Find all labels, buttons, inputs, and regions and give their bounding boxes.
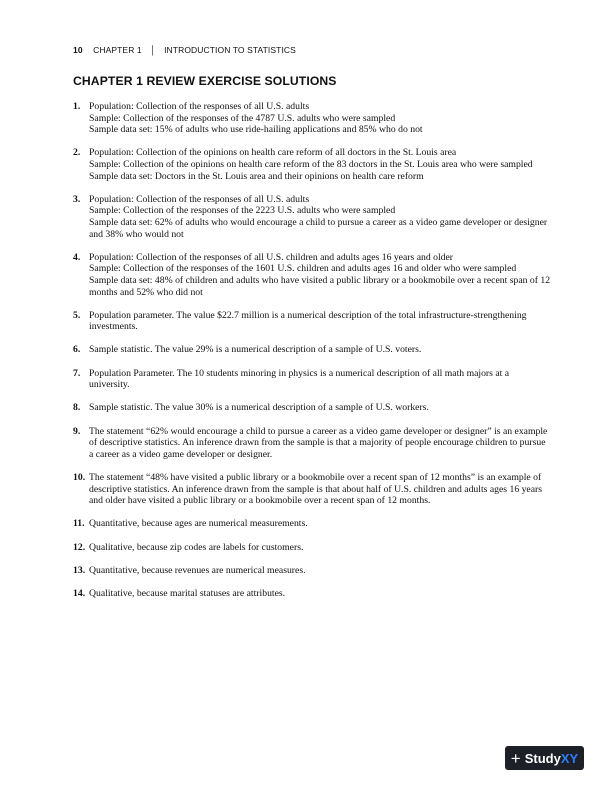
solution-text bbox=[89, 426, 551, 461]
solution-number: 13. bbox=[73, 564, 86, 576]
solution-text bbox=[89, 194, 551, 240]
solution-text bbox=[89, 368, 551, 391]
solution-text bbox=[89, 344, 551, 356]
solution-item bbox=[73, 472, 551, 507]
solution-text bbox=[89, 147, 551, 182]
solution-line: Qualitative, because zip codes are labels for customers. bbox=[89, 541, 304, 553]
solution-line: Quantitative, because revenues are numerical measures. bbox=[89, 564, 306, 576]
solution-line: Sample: Collection of the responses of the 4787 U.S. adults who were sampled bbox=[89, 112, 396, 124]
plus-icon: + bbox=[510, 748, 521, 768]
solution-text bbox=[89, 518, 551, 530]
solution-text bbox=[89, 472, 551, 507]
running-header bbox=[73, 45, 296, 55]
solution-text bbox=[89, 310, 551, 333]
header-divider: │ bbox=[150, 45, 156, 55]
solution-line: Population: Collection of the opinions on health care reform of all doctors in the St. Louis area bbox=[89, 147, 457, 159]
solution-line: The statement “62% would encourage a child to pursue a career as a video game developer or designer” is an example of descriptive statistics. An inference drawn from the sample is that a majority of people encourage children to pursue a career as a video game developer or designer. bbox=[89, 425, 548, 460]
solution-text bbox=[89, 588, 551, 600]
solution-item bbox=[73, 588, 551, 600]
solution-text bbox=[89, 542, 551, 554]
solution-text bbox=[89, 402, 551, 414]
solution-item bbox=[73, 310, 551, 333]
solution-line: Population: Collection of the responses of all U.S. adults bbox=[89, 193, 310, 205]
solution-item bbox=[73, 565, 551, 577]
solution-line: Sample: Collection of the opinions on health care reform of the 83 doctors in the St. Louis area who were sampled bbox=[89, 158, 533, 170]
solution-number: 11. bbox=[73, 518, 85, 530]
page-title: CHAPTER 1 REVIEW EXERCISE SOLUTIONS bbox=[73, 74, 337, 88]
solution-number: 6. bbox=[73, 344, 81, 356]
section-label: INTRODUCTION TO STATISTICS bbox=[164, 45, 296, 55]
solution-number: 8. bbox=[73, 402, 81, 414]
solution-number: 3. bbox=[73, 193, 81, 205]
brand-name bbox=[525, 751, 578, 766]
solution-line: Population: Collection of the responses of all U.S. children and adults ages 16 years and older bbox=[89, 251, 454, 263]
solution-number: 2. bbox=[73, 147, 81, 159]
solution-item bbox=[73, 194, 551, 240]
solution-item bbox=[73, 101, 551, 136]
solution-line: The statement “48% have visited a public library or a bookmobile over a recent span of 12 months” is an example of descriptive statistics. An inference drawn from the sample is that about half of U.S. children and adults ages 16 years and older have visited a public library or a bookmobile over a recent span of 12 months. bbox=[89, 472, 543, 507]
solution-line: Sample statistic. The value 30% is a numerical description of a sample of U.S. workers. bbox=[89, 402, 429, 414]
solution-item bbox=[73, 368, 551, 391]
solution-line: Sample: Collection of the responses of the 2223 U.S. adults who were sampled bbox=[89, 205, 396, 217]
solution-item bbox=[73, 344, 551, 356]
brand-name-main: Study bbox=[524, 750, 561, 766]
solution-number: 7. bbox=[73, 367, 81, 379]
solution-number: 12. bbox=[73, 541, 86, 553]
solution-text bbox=[89, 252, 551, 298]
solution-line: Population: Collection of the responses of all U.S. adults bbox=[89, 101, 310, 112]
solution-item bbox=[73, 402, 551, 414]
brand-name-accent: XY bbox=[560, 750, 579, 766]
solution-number: 4. bbox=[73, 251, 81, 263]
solution-line: Sample data set: 48% of children and adults who have visited a public library or a bookmobile over a recent span of 12 months and 52% who did not bbox=[89, 274, 551, 298]
studyxy-badge[interactable] bbox=[505, 746, 584, 770]
solutions-list bbox=[73, 101, 551, 611]
solution-number: 9. bbox=[73, 425, 81, 437]
solution-item bbox=[73, 426, 551, 461]
solution-item bbox=[73, 147, 551, 182]
solution-number: 10. bbox=[73, 472, 86, 483]
solution-text bbox=[89, 565, 551, 577]
solution-number: 5. bbox=[73, 309, 81, 321]
page-number: 10 bbox=[73, 45, 83, 55]
solution-item bbox=[73, 252, 551, 298]
solution-number: 1. bbox=[73, 101, 81, 112]
solution-line: Sample: Collection of the responses of the 1601 U.S. children and adults ages 16 and older who were sampled bbox=[89, 263, 517, 275]
solution-line: Population Parameter. The 10 students minoring in physics is a numerical description of all math majors at a university. bbox=[89, 367, 510, 391]
solution-line: Sample statistic. The value 29% is a numerical description of a sample of U.S. voters. bbox=[89, 344, 422, 356]
chapter-label: CHAPTER 1 bbox=[93, 45, 142, 55]
solution-text bbox=[89, 101, 551, 136]
solution-item bbox=[73, 518, 551, 530]
solution-item bbox=[73, 542, 551, 554]
solution-line: Sample data set: Doctors in the St. Louis area and their opinions on health care reform bbox=[89, 170, 424, 182]
solution-line: Sample data set: 15% of adults who use ride-hailing applications and 85% who do not bbox=[89, 124, 423, 136]
solution-line: Population parameter. The value $22.7 million is a numerical description of the total infrastructure-strengthening investments. bbox=[89, 309, 527, 333]
solution-number: 14. bbox=[73, 587, 86, 599]
solution-line: Sample data set: 62% of adults who would encourage a child to pursue a career as a video game developer or designer and 38% who would not bbox=[89, 216, 548, 240]
solution-line: Qualitative, because marital statuses are attributes. bbox=[89, 587, 286, 599]
solution-line: Quantitative, because ages are numerical measurements. bbox=[89, 518, 308, 530]
